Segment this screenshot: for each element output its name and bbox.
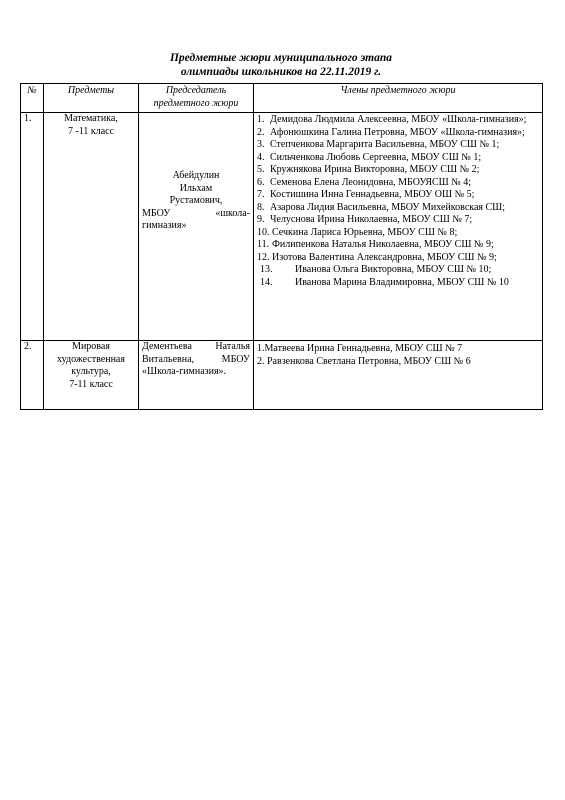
members-list [257, 341, 539, 368]
subject-grades: 7-11 класс [69, 378, 113, 390]
chair-surname: Абейдулин [172, 170, 220, 181]
chair-cell [139, 341, 254, 410]
subject-name: Математика, [64, 113, 118, 124]
chair-patronymic: Рустамович, [169, 195, 223, 206]
subject-name: культура, [71, 366, 111, 377]
header-members: Члены предметного жюри [254, 84, 543, 113]
table-row [21, 113, 543, 341]
table-header-row [21, 84, 543, 113]
row-number: 1. [21, 113, 44, 341]
members-cell [254, 113, 543, 341]
header-subject: Предметы [44, 84, 139, 113]
title-line-2: олимпиады школьников на 22.11.2019 г. [180, 66, 382, 78]
list-item: 3. Степченкова Маргарита Васильевна, МБОУ СШ № 1; [257, 139, 500, 150]
chair-name: Ильхам [179, 182, 213, 194]
row-number: 2. [21, 341, 44, 410]
list-item: 5. Кружнякова Ирина Викторовна, МБОУ СШ № 2; [257, 164, 480, 175]
list-item: 13. Иванова Ольга Викторовна, МБОУ СШ № 10; [260, 264, 492, 275]
subject-name: художественная [57, 353, 125, 365]
chair-text: Дементьева Наталья Витальевна, МБОУ «Школа-гимназия». [142, 341, 250, 377]
list-item: 10. Сечкина Лариса Юрьевна, МБОУ СШ № 8; [257, 226, 458, 238]
header-chair: Председатель предметного жюри [139, 84, 254, 113]
list-item: 11. Филипенкова Наталья Николаевна, МБОУ СШ № 9; [257, 239, 494, 250]
list-item: 2. Афонюшкина Галина Петровна, МБОУ «Школа-гимназия»; [257, 126, 525, 138]
subject-cell [44, 113, 139, 341]
table-row [21, 341, 543, 410]
list-item: 4. Сильченкова Любовь Сергеевна, МБОУ СШ № 1; [257, 151, 482, 163]
header-num: № [21, 84, 44, 113]
list-item: 1.Матвеева Ирина Геннадьевна, МБОУ СШ № 7 [257, 343, 463, 354]
list-item: 1. Демидова Людмила Алексеевна, МБОУ «Школа-гимназия»; [257, 114, 527, 125]
members-cell [254, 341, 543, 410]
list-item: 14. Иванова Марина Владимировна, МБОУ СШ № 10 [260, 276, 509, 288]
title-line-1: Предметные жюри муниципального этапа [169, 52, 393, 64]
jury-table [20, 83, 543, 410]
members-list [257, 113, 539, 293]
subject-grades: 7 -11 класс [67, 125, 115, 137]
list-item: 9. Челуснова Ирина Николаевна, МБОУ СШ № 7; [257, 214, 473, 225]
document-title [40, 51, 522, 79]
list-item: 8. Азарова Лидия Васильевна, МБОУ Михейковская СШ; [257, 201, 506, 213]
list-item: 7. Костишина Инна Геннадьевна, МБОУ ОШ № 5; [257, 189, 475, 200]
chair-cell [139, 113, 254, 341]
subject-cell [44, 341, 139, 410]
list-item: 12. Изотова Валентина Александровна, МБОУ СШ № 9; [257, 251, 497, 263]
subject-name: Мировая [72, 341, 110, 352]
list-item: 2. Равзенкова Светлана Петровна, МБОУ СШ № 6 [257, 355, 471, 367]
list-item: 6. Семенова Елена Леонидовна, МБОУЯСШ № 4; [257, 176, 472, 188]
chair-organization: МБОУ «школа-гимназия» [142, 207, 250, 231]
